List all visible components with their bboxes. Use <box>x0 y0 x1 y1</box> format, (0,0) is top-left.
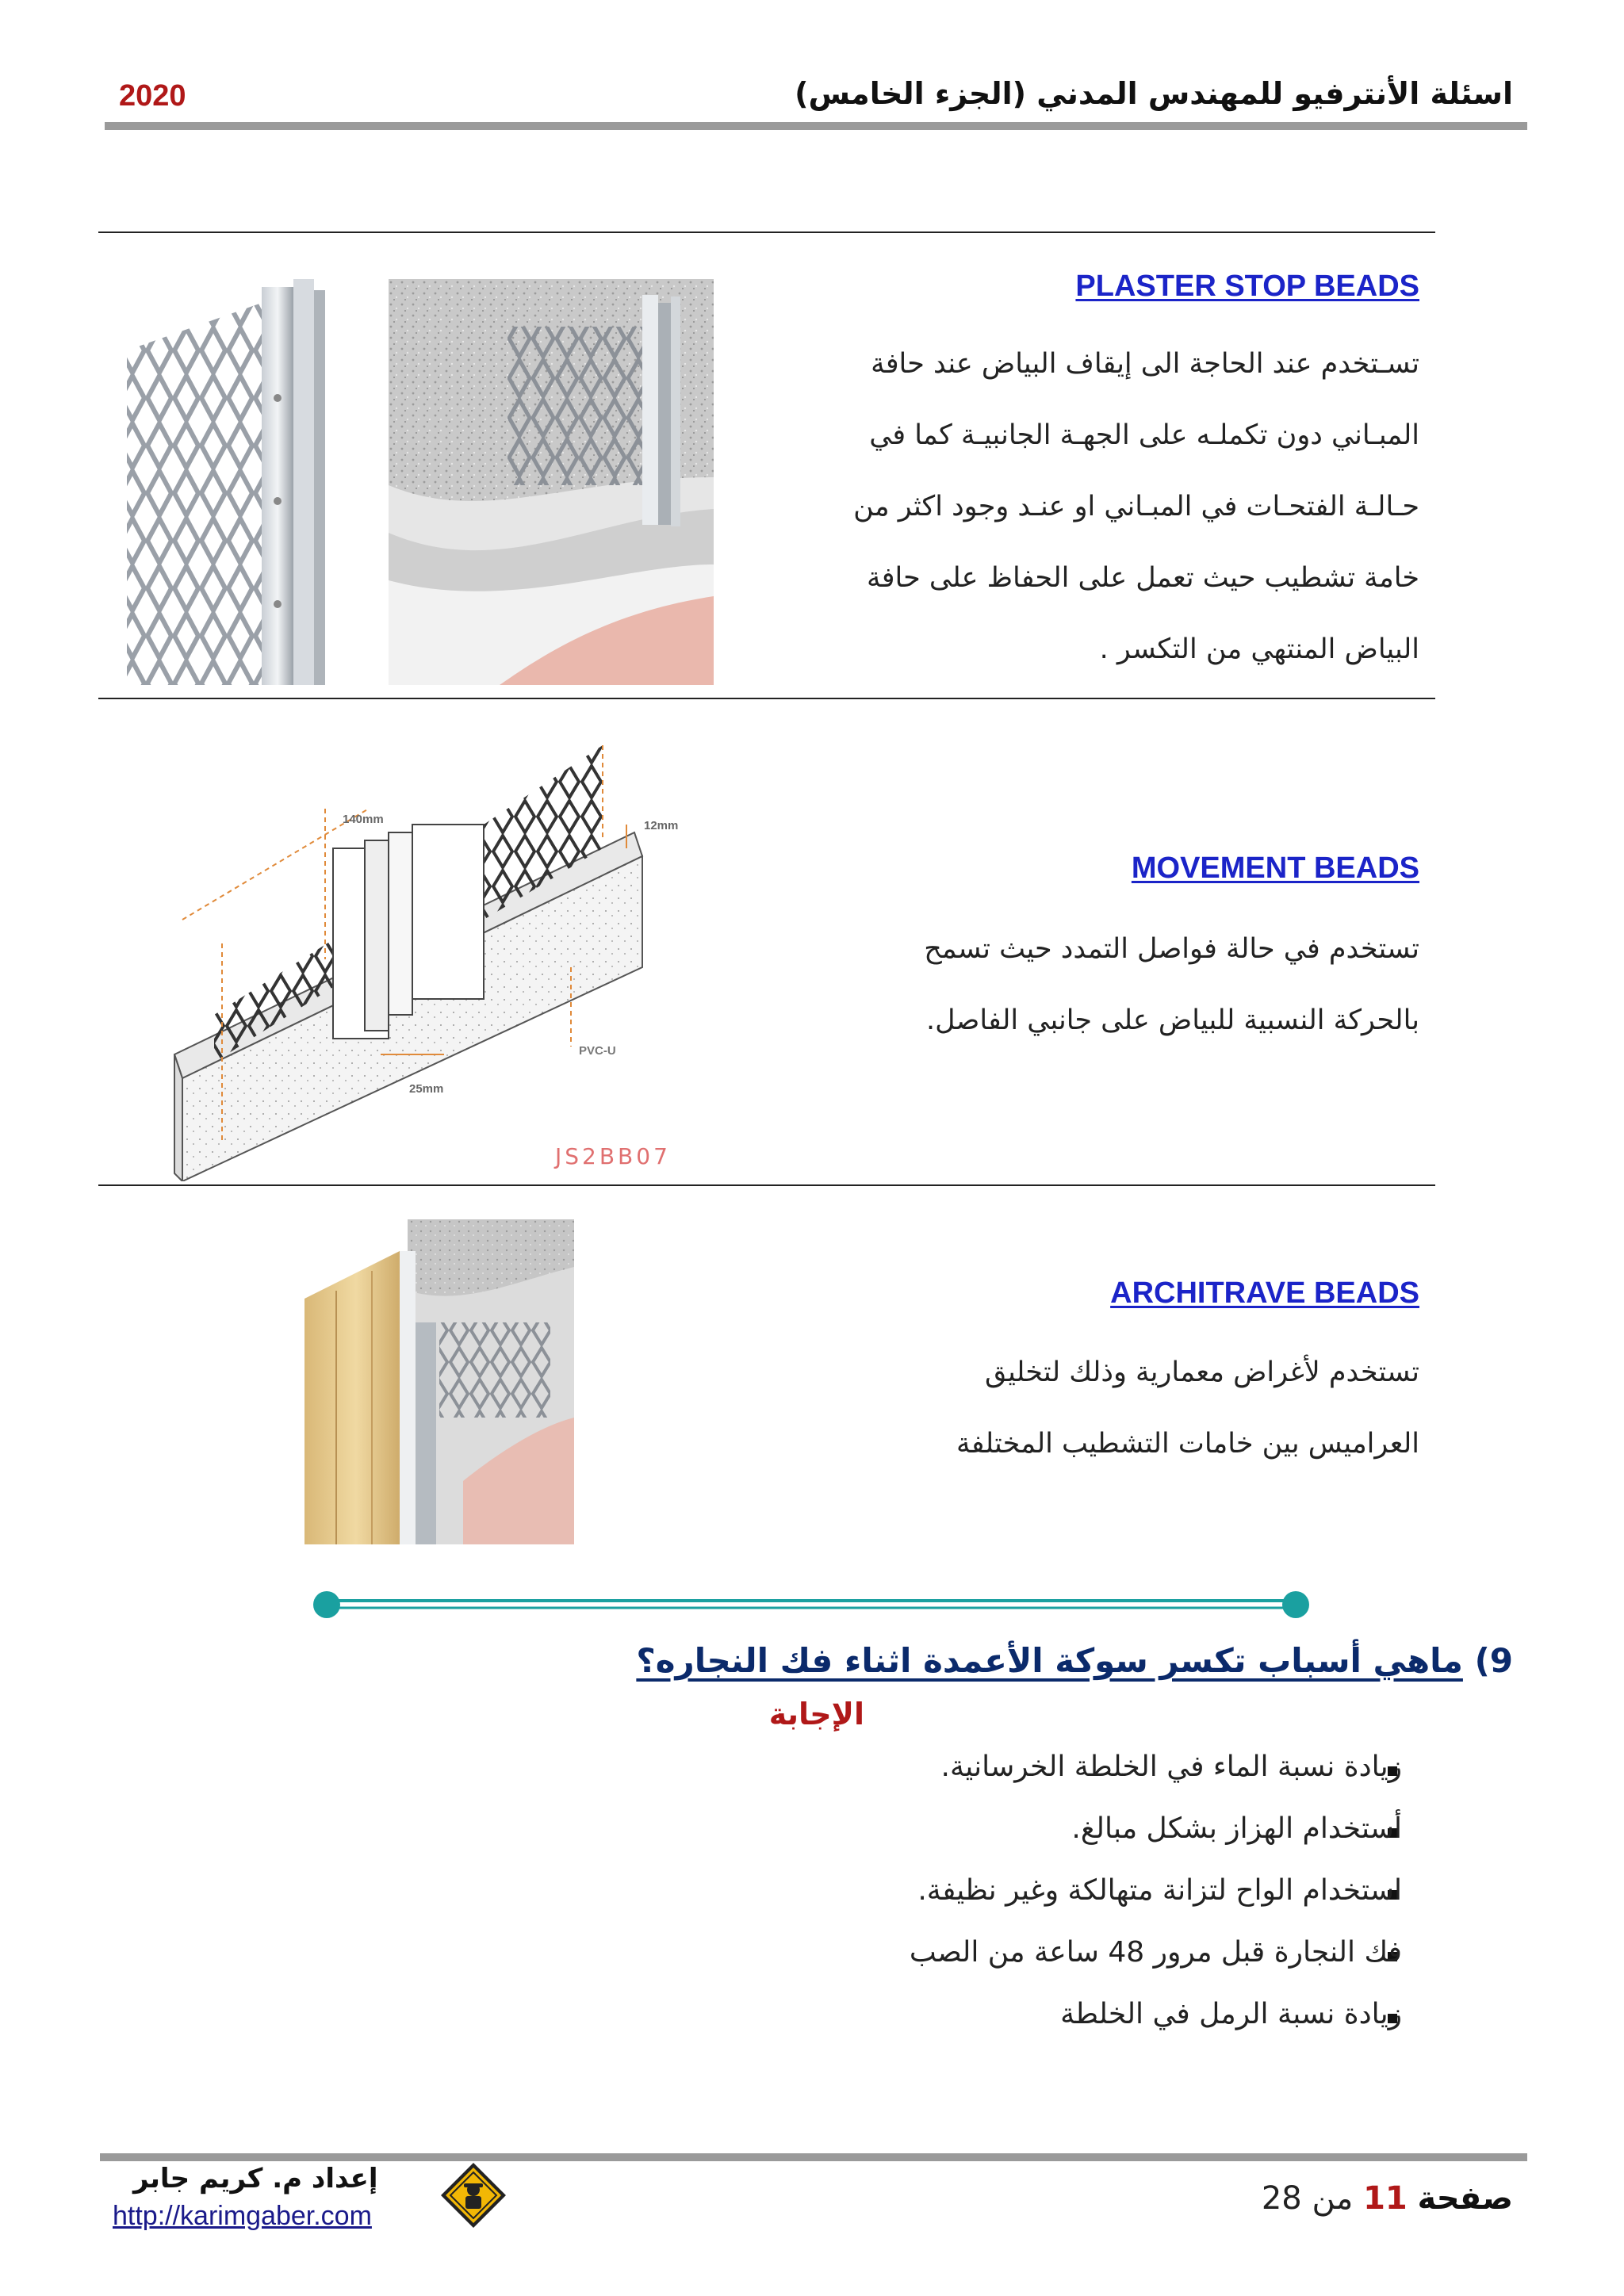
dim-label-12mm: 12mm <box>644 819 679 832</box>
figure-code: JS2BB07 <box>555 1143 671 1169</box>
footer-website-link[interactable]: http://karimgaber.com <box>113 2201 372 2231</box>
page-indicator <box>1262 2180 1513 2217</box>
section-title-plaster-stop: PLASTER STOP BEADS <box>1075 270 1419 303</box>
document-title: اسئلة الأنترفيو للمهندس المدني (الجزء الخامس) <box>795 76 1513 111</box>
material-label: PVC-U <box>579 1044 616 1058</box>
section-title-architrave: ARCHITRAVE BEADS <box>1110 1276 1419 1310</box>
document-year: 2020 <box>119 79 186 113</box>
architrave-bead-image <box>304 1219 574 1544</box>
answer-item: أستخدام الهزاز بشكل مبالغ. <box>1071 1812 1402 1845</box>
page-word: صفحة <box>1417 2180 1513 2217</box>
movement-bead-diagram <box>159 729 714 1181</box>
header-bar <box>105 122 1527 130</box>
body-line: بالحركة النسبية للبياض على جانبي الفاصل. <box>926 1004 1419 1036</box>
body-line: تستخدم لأغراض معمارية وذلك لتخليق <box>984 1357 1419 1388</box>
section-body-movement <box>690 913 1419 1056</box>
footer-bar <box>100 2153 1527 2161</box>
answer-item: استخدام الواح لتزانة متهالكة وغير نظيفة. <box>917 1874 1402 1907</box>
plaster-stop-bead-mesh-image <box>119 279 349 685</box>
dim-label-25mm: 25mm <box>409 1082 444 1096</box>
body-line: تسـتخدم عند الحاجة الى إيقاف البياض عند حافة <box>871 348 1419 380</box>
question-heading <box>636 1641 1513 1680</box>
section-title-movement: MOVEMENT BEADS <box>1131 851 1419 885</box>
body-line: البياض المنتهي من التكسر . <box>1099 633 1419 665</box>
question-number: 9) <box>1474 1641 1513 1680</box>
answer-label: الإجابة <box>768 1697 864 1732</box>
footer-author: إعداد م. كريم جابر <box>133 2163 378 2195</box>
page-of-word: من <box>1312 2180 1354 2217</box>
dim-label-140mm: 140mm <box>343 813 384 826</box>
plaster-stop-wall-section-image <box>389 279 714 685</box>
page-number: 11 <box>1363 2180 1408 2217</box>
section-divider <box>98 1184 1435 1186</box>
section-divider <box>98 232 1435 233</box>
body-line: العراميس بين خامات التشطيب المختلفة <box>956 1428 1419 1460</box>
answer-item: زيادة نسبة الرمل في الخلطة <box>1060 1998 1402 2030</box>
body-line: المبـاني دون تكملـه على الجهـة الجانبيـة كما في <box>869 419 1419 451</box>
engineer-warning-sign-logo <box>439 2161 508 2229</box>
page-total: 28 <box>1261 2180 1302 2217</box>
question-text: ماهي أسباب تكسر سوكة الأعمدة اثناء فك النجاره؟ <box>636 1641 1463 1680</box>
answer-item: فك النجارة قبل مرور 48 ساعة من الصب <box>909 1936 1402 1969</box>
body-line: حـالـة الفتحـات في المبـاني او عنـد وجود اكثر من <box>853 491 1419 522</box>
section-divider <box>98 698 1435 699</box>
section-body-architrave <box>690 1337 1419 1479</box>
section-separator <box>309 1589 1316 1621</box>
body-line: خامة تشطيب حيث تعمل على الحفاظ على حافة <box>866 562 1419 594</box>
section-body-plaster-stop <box>690 328 1419 685</box>
body-line: تستخدم في حالة فواصل التمدد حيث تسمح <box>924 933 1419 965</box>
answer-item: زيادة نسبة الماء في الخلطة الخرسانية. <box>940 1751 1402 1783</box>
